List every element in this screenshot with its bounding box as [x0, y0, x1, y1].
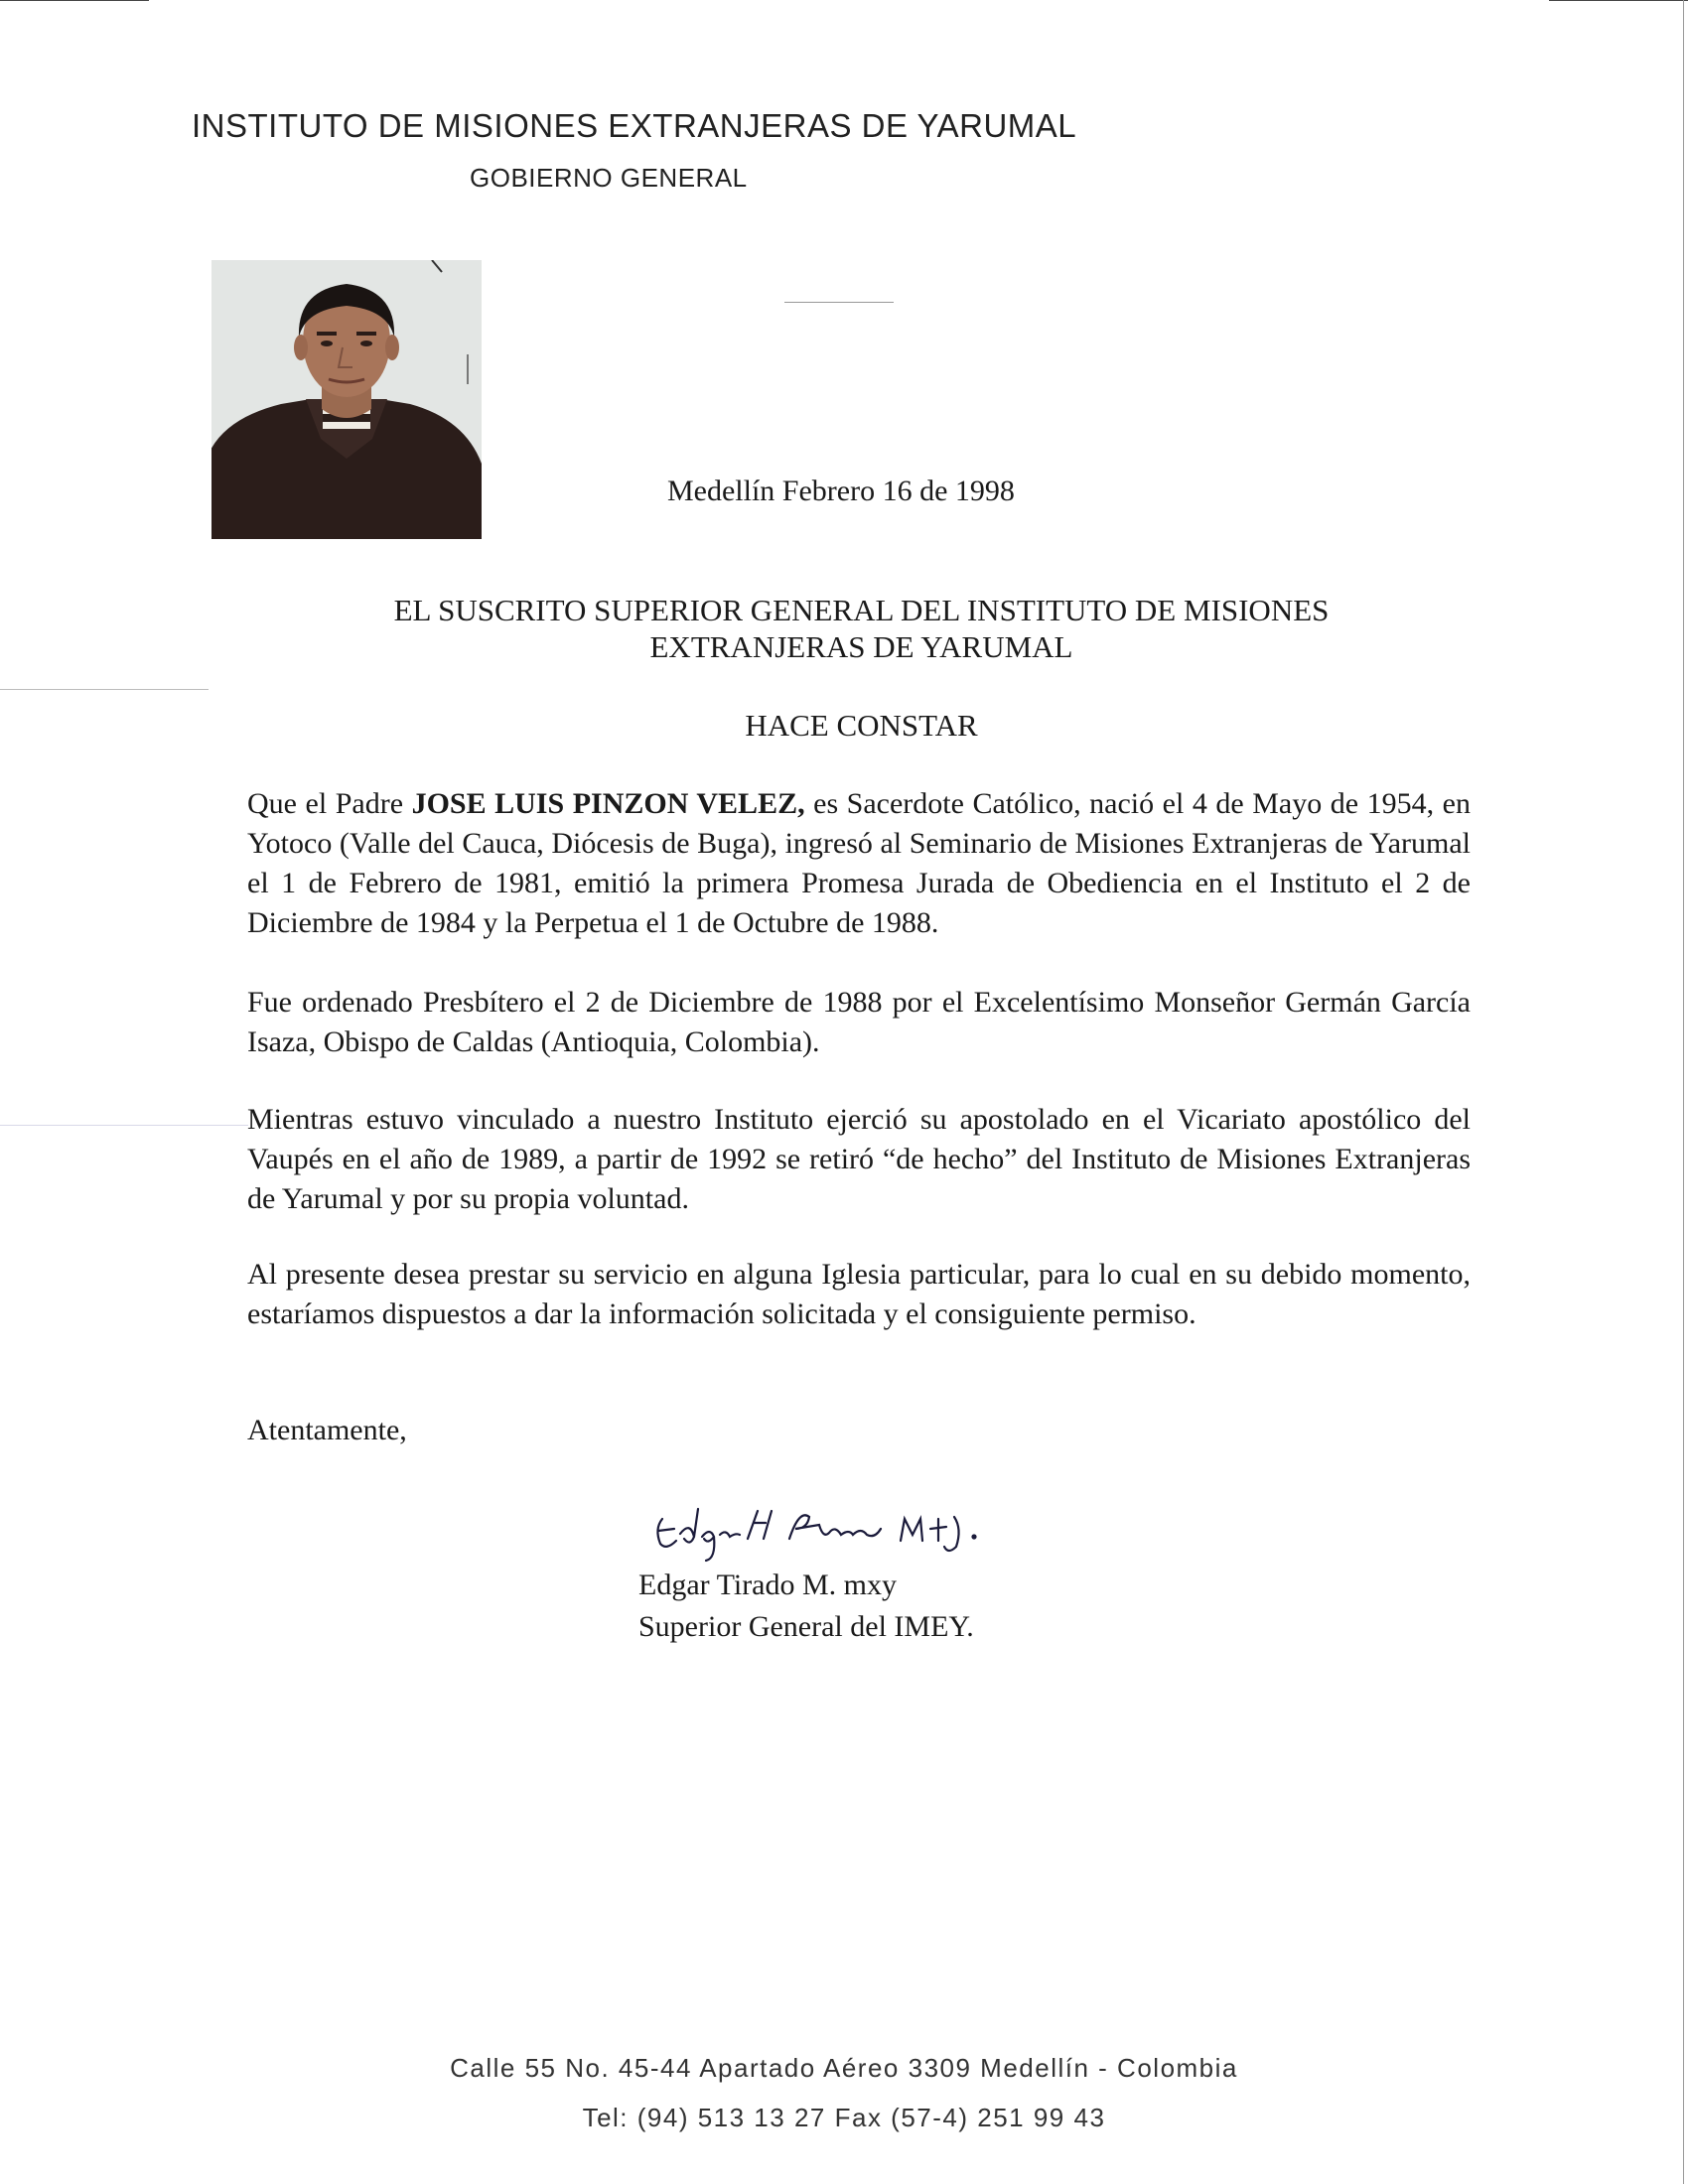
- organization-name: INSTITUTO DE MISIONES EXTRANJERAS DE YARUMAL: [192, 107, 1077, 144]
- document-title: [248, 592, 1475, 665]
- paragraph-2: Fue ordenado Presbítero el 2 de Diciembre de 1988 por el Excelentísimo Monseñor Germán García Isaza, Obispo de Caldas (Antioquia, Colombia).: [247, 986, 1471, 1058]
- paragraph-3: Mientras estuvo vinculado a nuestro Instituto ejerció su apostolado en el Vicariato apostólico del Vaupés en el año de 1989, a partir de 1992 se retiró “de hecho” del Instituto de Misiones Extranjeras de Yarumal y por su propia voluntad.: [247, 1103, 1471, 1215]
- department-name: GOBIERNO GENERAL: [470, 163, 748, 193]
- scan-edge-mark: [1683, 0, 1684, 2184]
- signer-title: Superior General del IMEY.: [638, 1610, 974, 1643]
- paragraph-1: [247, 784, 1471, 943]
- footer-address: Calle 55 No. 45-44 Apartado Aéreo 3309 Medellín - Colombia: [450, 2053, 1238, 2083]
- paragraph-4: Al presente desea prestar su servicio en alguna Iglesia particular, para lo cual en su debido momento, estaríamos dispuestos a dar la información solicitada y el consiguiente permiso.: [247, 1258, 1471, 1330]
- scan-edge-mark: [0, 0, 149, 1]
- document-subtitle: HACE CONSTAR: [745, 708, 978, 743]
- priest-portrait-photo: [211, 260, 482, 539]
- document-date: Medellín Febrero 16 de 1998: [667, 475, 1015, 507]
- priest-name: JOSE LUIS PINZON VELEZ,: [411, 787, 805, 820]
- paragraph-1-text: es Sacerdote Católico, nació el 4 de Mayo de 1954, en Yotoco (Valle del Cauca, Diócesis de Buga), ingresó al Seminario de Misiones Extranjeras de Yarumal el 1 de Febrero de 1981, emitió la primera Promesa Jurada de Obediencia en el Instituto el 2 de Diciembre de 1984 y la Perpetua el 1 de Octubre de 1988.: [247, 787, 1471, 939]
- scan-edge-mark: [1549, 0, 1688, 1]
- handwritten-signature: [650, 1489, 1018, 1564]
- title-line-1: EL SUSCRITO SUPERIOR GENERAL DEL INSTITUTO DE MISIONES: [393, 593, 1330, 627]
- footer-phone: Tel: (94) 513 13 27 Fax (57-4) 251 99 43: [582, 2103, 1106, 2132]
- closing-salutation: Atentamente,: [247, 1414, 407, 1446]
- signer-name: Edgar Tirado M. mxy: [638, 1569, 898, 1601]
- scan-edge-mark: [784, 302, 894, 303]
- paragraph-1-intro: Que el Padre: [247, 787, 412, 820]
- scan-edge-mark: [0, 689, 209, 690]
- scan-edge-mark: [0, 1125, 248, 1126]
- title-line-2: EXTRANJERAS DE YARUMAL: [649, 629, 1073, 664]
